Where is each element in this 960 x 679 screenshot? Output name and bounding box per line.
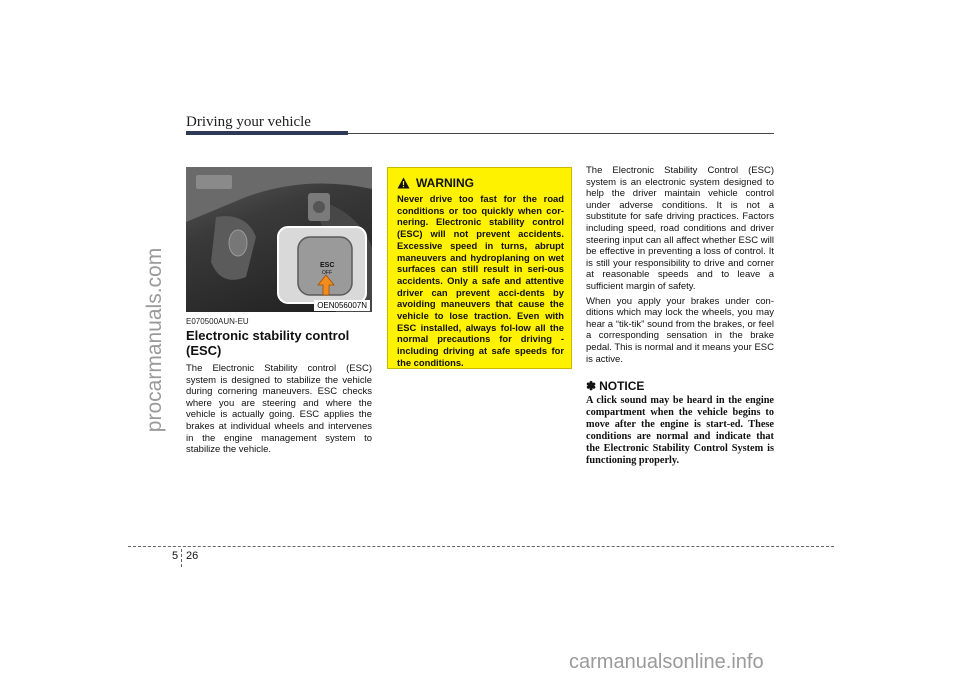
header-rule [186, 131, 348, 135]
section-title: Electronic stability control (ESC) [186, 328, 350, 358]
left-column [186, 317, 372, 456]
footer-rule [128, 546, 834, 547]
esc-switch-photo [186, 167, 372, 312]
section-code: E070500AUN-EU [186, 317, 249, 326]
section-body: The Electronic Stability control (ESC) system is designed to stabilize the vehicle during cornering maneuvers. ESC checks where you are steering and where the vehicle is actually going. ESC applies the brakes at individual wheels and intervenes in the engine management system to stabilize the vehicle. [186, 363, 372, 456]
warning-header [397, 176, 564, 190]
page-number: 26 [186, 550, 199, 562]
page-number-separator [181, 549, 182, 567]
watermark-left: procarmanuals.com [143, 247, 166, 433]
warning-body: Never drive too fast for the road conditions or too quickly when cor-nering. Electronic stability control (ESC) will not prevent accidents. Excessive speed in turns, abrupt maneuvers and hydroplaning on wet surfaces can still result in seri-ous accidents. Only a safe and attentive driver can prevent acci-dents by avoiding maneuvers that cause the vehicle to lose traction. Even with ESC installed, always fol-low all the normal precautions for driving - including driving at safe speeds for the conditions. [397, 193, 564, 368]
esc-braking-note: When you apply your brakes under con-ditions which may lock the wheels, you may hear a “tik-tik” sound from the brakes, or feel a corresponding sensation in the brake pedal. This is normal and it means your ESC is active. [586, 295, 774, 365]
esc-button-sublabel: OFF [322, 270, 332, 276]
watermark-bottom: carmanualsonline.info [569, 651, 764, 673]
header-title: Driving your vehicle [186, 114, 311, 130]
photo-label: OEN056007N [314, 300, 370, 311]
dashboard-illustration [186, 167, 372, 312]
esc-button-label: ESC [320, 262, 335, 269]
warning-box [387, 167, 572, 369]
esc-description: The Electronic Stability Control (ESC) system is an electronic system designed to help the driver maintain vehicle control under adverse conditions. It is not a substitute for safe driving practices. Factors including speed, road conditions and driver steering input can all affect whether ESC will be effective in preventing a loss of control. It is still your responsibility to drive and corner at reasonable speeds and to leave a sufficient margin of safety. [586, 165, 774, 292]
warning-title: WARNING [416, 176, 474, 190]
notice-star-icon: ✽ [586, 379, 597, 394]
notice-header [586, 379, 774, 393]
warning-triangle-icon [397, 177, 410, 189]
notice-body: A click sound may be heard in the engine compartment when the vehicle begins to move after the engine is start-ed. These conditions are normal and indicate that the Electronic Stability Control System is functioning properly. [586, 395, 774, 466]
right-column [586, 165, 774, 467]
header-rule-thin [348, 133, 774, 134]
chapter-number: 5 [172, 550, 179, 562]
notice-title: NOTICE [599, 379, 645, 394]
